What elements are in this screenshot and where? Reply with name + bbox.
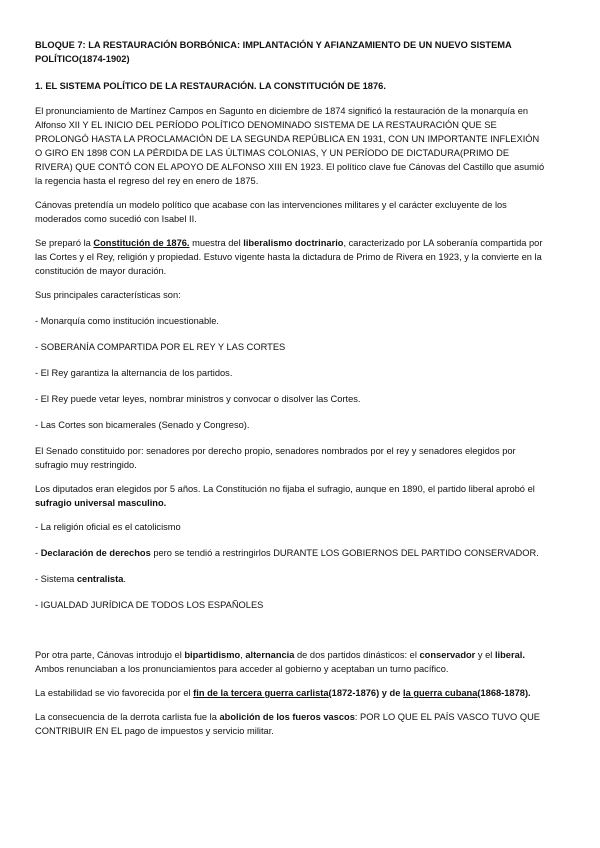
text-run: Por otra parte, Cánovas introdujo el xyxy=(35,650,185,660)
liberal: liberal. xyxy=(494,650,525,660)
document-title: BLOQUE 7: LA RESTAURACIÓN BORBÓNICA: IMPLANTACIÓN Y AFIANZAMIENTO DE UN NUEVO SISTEMA POLÍTICO(1874-1902) xyxy=(35,40,512,64)
list-item: - IGUALDAD JURÍDICA DE TODOS LOS ESPAÑOLES xyxy=(35,600,264,610)
guerra-cubana: la guerra cubana xyxy=(402,688,478,698)
text-run: - Sistema xyxy=(35,574,77,584)
sufragio-universal: sufragio universal masculino. xyxy=(35,498,167,508)
text-run: pero se tendió a restringirlos DURANTE LOS GOBIERNOS DEL PARTIDO CONSERVADOR. xyxy=(150,548,539,558)
bipartidismo: bipartidismo xyxy=(184,650,241,660)
paragraph-pronunciamiento: El pronunciamiento de Martínez Campos en Sagunto en diciembre de 1874 significó la restauración de la monarquía en Alfonso XII Y EL INICIO DEL PERÍODO POLÍTICO DENOMINADO SISTEMA DE LA RESTAURACIÓN QUE SE PROLONGÓ HASTA LA PROCLAMACIÓN DE LA SEGUNDA REPÚBLICA EN 1931, CON UN IMPORTANTE INFLEXIÓN O GIRO EN 1898 CON LA PÉRDIDA DE LAS ÚLTIMAS COLONIAS, Y UN PERÍODO DE DICTADURA(PRIMO DE RIVERA) QUE CONTÓ CON EL APOYO DE ALFONSO XIII EN 1923. El político clave fue Cánovas del Castillo que asumió la regencia hasta el regreso del rey en enero de 1875. xyxy=(35,106,545,186)
text-run: muestra del xyxy=(189,238,244,248)
fechas-guerra-cubana: (1868-1878). xyxy=(477,688,531,698)
text-run: Ambos renunciaban a los pronunciamientos para acceder al gobierno y aceptaban un turno pacífico. xyxy=(35,664,449,674)
list-item: - Monarquía como institución incuestionable. xyxy=(35,316,219,326)
text-run: La estabilidad se vio favorecida por el xyxy=(35,688,194,698)
constitucion-link-text: Constitución de 1876. xyxy=(93,238,190,248)
paragraph-canovas: Cánovas pretendía un modelo político que acabase con las intervenciones militares y el carácter excluyente de los moderados como sucedió con Isabel II. xyxy=(35,200,507,224)
list-item: - El Rey garantiza la alternancia de los partidos. xyxy=(35,368,233,378)
text-run: - xyxy=(35,548,41,558)
centralista: centralista xyxy=(76,574,124,584)
text-run: y de xyxy=(379,688,403,698)
alternancia: alternancia xyxy=(245,650,295,660)
list-item xyxy=(35,572,548,586)
text-run: y el xyxy=(475,650,495,660)
list-item: - Las Cortes son bicamerales (Senado y Congreso). xyxy=(35,420,250,430)
paragraph-fueros xyxy=(35,710,548,738)
section-heading: 1. EL SISTEMA POLÍTICO DE LA RESTAURACIÓN. LA CONSTITUCIÓN DE 1876. xyxy=(35,81,386,91)
liberalismo-doctrinario: liberalismo doctrinario xyxy=(243,238,344,248)
declaracion-derechos: Declaración de derechos xyxy=(40,548,151,558)
list-item xyxy=(35,546,548,560)
fechas-guerra-carlista: (1872-1876) xyxy=(328,688,380,698)
text-run: , xyxy=(240,650,246,660)
list-item: - La religión oficial es el catolicismo xyxy=(35,522,181,532)
paragraph-diputados xyxy=(35,482,548,510)
text-run: , caracterizado por LA soberanía compartida por las Cortes y el Rey, religión y propiedad. Estuvo vigente hasta la dictadura de Primo de Rivera en 1923, y la convierte en la constitución de mayor duración. xyxy=(35,238,543,276)
conservador: conservador xyxy=(419,650,476,660)
text-run: de dos partidos dinásticos: el xyxy=(294,650,420,660)
list-item: - El Rey puede vetar leyes, nombrar ministros y convocar o disolver las Cortes. xyxy=(35,394,361,404)
paragraph-caracteristicas: Sus principales características son: xyxy=(35,290,181,300)
spacer xyxy=(35,624,548,648)
text-run: La consecuencia de la derrota carlista fue la xyxy=(35,712,220,722)
paragraph-bipartidismo xyxy=(35,648,548,676)
paragraph-constitucion xyxy=(35,236,548,278)
abolicion-fueros: abolición de los fueros vascos xyxy=(219,712,355,722)
text-run: Los diputados eran elegidos por 5 años. La Constitución no fijaba el sufragio, aunque en 1890, el partido liberal aprobó el xyxy=(35,484,535,494)
fin-guerra-carlista: fin de la tercera guerra carlista xyxy=(193,688,329,698)
paragraph-estabilidad xyxy=(35,686,548,700)
list-item: - SOBERANÍA COMPARTIDA POR EL REY Y LAS CORTES xyxy=(35,342,286,352)
text-run: : POR LO QUE EL PAÍS VASCO TUVO QUE CONTRIBUIR EN EL pago de impuestos y servicio militar. xyxy=(35,712,540,736)
text-run: Se preparó la xyxy=(35,238,94,248)
paragraph-senado: El Senado constituido por: senadores por derecho propio, senadores nombrados por el rey y senadores elegidos por sufragio muy restringido. xyxy=(35,446,516,470)
text-run: . xyxy=(123,574,126,584)
